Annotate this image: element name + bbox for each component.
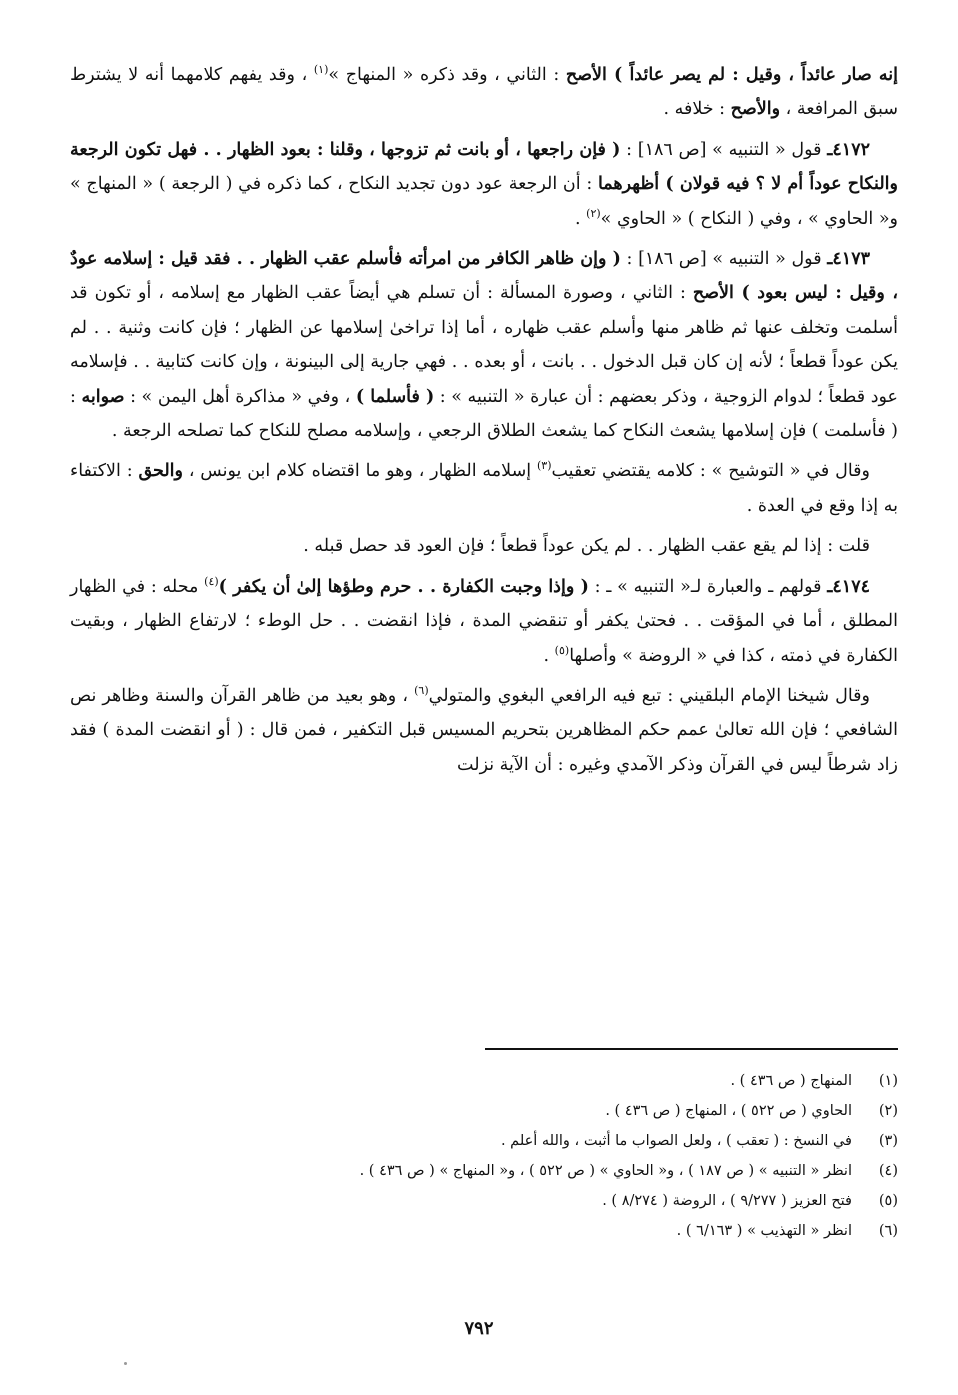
bold-text: ( وإذا وجبت الكفارة . . حرم وطؤها إلىٰ أن يكفر ) — [218, 576, 589, 597]
bold-text: الأصح — [692, 283, 742, 304]
footnote-number: (٤) — [878, 1163, 898, 1179]
footnote — [70, 1156, 898, 1186]
bold-text: أظهرهما — [597, 174, 666, 195]
footnote-number: (٥) — [878, 1193, 898, 1209]
main-text — [70, 58, 898, 788]
footnote-text: انظر « التهذيب » ( ٦/١٦٣ ) . — [676, 1223, 852, 1239]
scan-speck — [124, 1362, 127, 1365]
footnote — [70, 1216, 898, 1246]
footnote-text: انظر « التنبيه » ( ص ١٨٧ ) ، و« الحاوي » ( ص ٥٢٢ ) ، و« المنهاج » ( ص ٤٣٦ ) . — [359, 1163, 852, 1179]
footnote — [70, 1126, 898, 1156]
text-run: إسلامه الظهار ، وهو ما اقتضاه كلام ابن يونس ، — [182, 461, 537, 482]
text-run: : ( فأسلمت ) فإن إسلامها يشعث النكاح كما يشعث الطلاق الرجعي ، وإسلامه مصلح للنكاح كما تصلحه الرجعة . — [70, 386, 898, 442]
bold-text: والأصح — [730, 99, 781, 120]
text-run: وقال شيخنا الإمام البلقيني : تبع فيه الرافعي البغوي والمتولي — [428, 685, 870, 706]
footnote — [70, 1186, 898, 1216]
bold-text: ٤١٧٢ـ — [827, 139, 870, 160]
footnote-text: الحاوي ( ص ٥٢٢ ) ، المنهاج ( ص ٤٣٦ ) . — [605, 1103, 852, 1119]
bold-text: ( فإن راجعها ، أو بانت ثم تزوجها ، وقلنا : بعود الظهار . . فهل تكون الرجعة والنكاح عوداً أم لا ؟ فيه قولان ) — [70, 139, 898, 195]
footnote — [70, 1096, 898, 1126]
footnote-ref: (٣) — [536, 459, 552, 473]
text-run: : أن الرجعة عود دون تجديد النكاح ، كما ذكره في ( الرجعة ) « المنهاج » و« الحاوي » ، وفي ( النكاح ) « الحاوي » — [70, 174, 898, 229]
footnote — [70, 1066, 898, 1096]
paragraph — [70, 242, 898, 448]
text-run: ، وهو بعيد من ظاهر القرآن والسنة وظاهر نص الشافعي ؛ فإن الله تعالىٰ عمم حكم المظاهرين بتحريم المسيس قبل التكفير ، فمن قال : ( أو انقضت المدة ) فقد زاد شرطاً ليس في القرآن وذكر الآمدي وغيره : أن الآية نزلت — [70, 685, 898, 775]
text-run: . — [575, 208, 587, 229]
bold-text: ٤١٧٣ـ — [827, 249, 870, 270]
text-run: ، وفي « مذاكرة أهل اليمن » : — [124, 386, 356, 407]
text-run: وقال في « التوشيح » : كلامه يقتضي تعقيب — [551, 461, 870, 482]
text-run: قول « التنبيه » [ص ١٨٦] : — [620, 249, 828, 270]
footnote-number: (٦) — [878, 1223, 898, 1239]
text-run: . — [543, 645, 555, 666]
footnote-ref: (٢) — [586, 206, 601, 220]
bold-text: إنه صار عائداً ، وقيل : — [725, 65, 898, 85]
footnote-separator — [485, 1048, 898, 1050]
text-run: قولهم ـ والعبارة لـ« التنبيه » ـ : — [588, 576, 828, 597]
paragraph — [70, 679, 898, 782]
footnote-number: (٢) — [878, 1103, 898, 1119]
bold-text: لم يصر عائداً ) — [614, 65, 726, 85]
text-run: : خلافه . — [663, 99, 731, 120]
bold-text: ٤١٧٤ـ — [827, 576, 870, 597]
footnote-ref: (٥) — [554, 643, 570, 657]
text-run: : الثاني ، وقد ذكره « المنهاج » — [328, 65, 566, 85]
footnote-ref: (٦) — [414, 684, 429, 698]
bold-text: ( وإن ظاهر الكافر من امرأته فأسلم عقب الظهار . . فقد قيل : إسلامه عودٌ ، وقيل : ليس بعود ) — [70, 249, 898, 304]
paragraph — [70, 570, 898, 673]
bold-text: والحق — [138, 461, 183, 482]
footnote-text: في النسخ : ( تعقب ) ، ولعل الصواب ما أثبت ، والله أعلم . — [500, 1133, 852, 1149]
footnote-text: فتح العزيز ( ٩/٢٧٧ ) ، الروضة ( ٨/٢٧٤ ) . — [602, 1193, 852, 1209]
footnotes — [70, 1066, 898, 1246]
text-run: قول « التنبيه » [ص ١٨٦] : — [620, 139, 828, 160]
text-run: ، وقد يفهم كلامهما أنه لا يشترط سبق المرافعة ، — [70, 65, 898, 120]
paragraph — [70, 58, 898, 127]
text-run: : الاكتفاء به إذا وقع في العدة . — [70, 461, 898, 516]
text-run: : الثاني ، وصورة المسألة : أن تسلم هي أيضاً عقب الظهار مع إسلامه ، أو تكون قد أسلمت وتخلف عنها ثم ظاهر منها وأسلم عقب ظهاره ، أما إذا تراخىٰ إسلامها عن الظهار ؛ فإن كانت وثنية . . لم يكن عوداً قطعاً ؛ لأنه إن كان قبل الدخول . . بانت ، أو بعده . . فهي جارية إلى البينونة ، وإن كانت كتابية . . فإسلامه عود قطعاً ؛ لدوام الزوجية ، وذكر بعضهم : أن عبارة « التنبيه » : — [70, 283, 898, 407]
footnote-number: (١) — [878, 1073, 898, 1089]
footnote-number: (٣) — [878, 1133, 898, 1149]
paragraph — [70, 454, 898, 523]
footnote-ref: (١) — [313, 63, 329, 77]
page-number: ٧٩٢ — [464, 1318, 494, 1339]
bold-text: صوابه — [81, 386, 125, 407]
bold-text: ( فأسلما ) — [355, 386, 435, 407]
bold-text: الأصح — [565, 65, 614, 85]
text-run: محله : في الظهار المطلق ، أما في المؤقت . . فحتىٰ يكفر أو تنقضي المدة ، فإذا انقضت . . حل الوطء ؛ لارتفاع الظهار ، وبقيت الكفارة في ذمته ، كذا في « الروضة » وأصلها — [70, 576, 898, 666]
footnote-text: المنهاج ( ص ٤٣٦ ) . — [730, 1073, 852, 1089]
paragraph — [70, 529, 898, 563]
footnote-ref: (٤) — [204, 574, 219, 588]
paragraph — [70, 133, 898, 236]
text-run: قلت : إذا لم يقع عقب الظهار . . لم يكن عوداً قطعاً ؛ فإن العود قد حصل قبله . — [303, 536, 870, 557]
